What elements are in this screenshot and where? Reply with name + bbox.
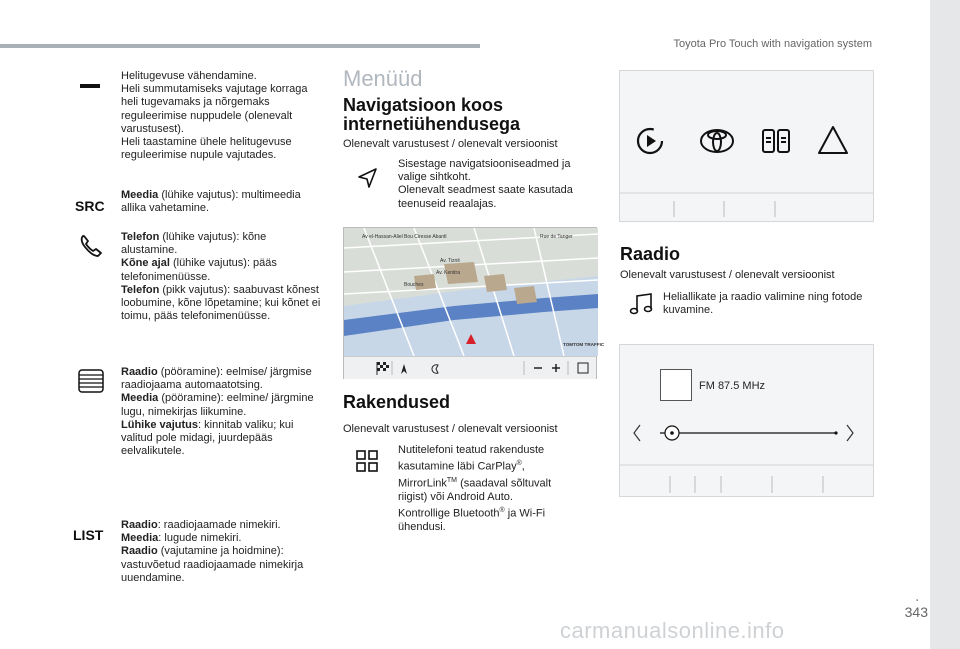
svg-text:Bou Ciresse Abantl: Bou Ciresse Abantl [404,234,447,240]
phone-icon [78,233,104,259]
phone-text: Telefon (lühike vajutus): kõne alustamine. Kõne ajal (lühike vajutus): pääs telefonimenüüsse. Telefon (pikk vajutus): saabuvast kõnest loobumine, kõne lõpetamine; kui kõnet ei toimu, pääs telefonimenüüsse. [121,231,321,323]
list-icon: LIST [73,527,104,543]
play-icon [647,135,656,147]
minus-icon [80,84,100,88]
apps-grid-icon [356,450,378,472]
svg-text:Bouches: Bouches [404,282,424,288]
toyota-logo-icon [701,130,733,152]
radio-screen [619,344,874,497]
station-frequency: FM 87.5 MHz [699,380,766,392]
svg-text:Av. Tiznit: Av. Tiznit [440,258,460,264]
navigation-map-screen [343,227,605,379]
radio-subtitle: Olenevalt varustusest / olenevalt versioonist [620,269,835,281]
navigation-arrow-icon [356,166,380,190]
nav-desc: Sisestage navigatsiooniseadmed ja valige sihtkoht. Olenevalt seadmest saate kasutada teenuseid reaalajas. [398,158,573,210]
nav-heading: Navigatsioon koos internetiühendusega [343,95,521,134]
map-toolbar [344,356,596,379]
svg-text:Av. Kenitra: Av. Kenitra [436,270,460,276]
header-rule [0,44,480,48]
page-dot: . [915,588,920,605]
menus-title: Menüüd [343,66,423,91]
src-text: Meedia (lühike vajutus): multimeedia allika vahetamine. [121,189,301,215]
scroll-wheel-icon [77,368,105,394]
phone-link-icon [763,130,789,152]
scroll-wheel-text: Raadio (pööramine): eelmise/ järgmise raadiojaama automaatotsing. Meedia (pööramine): eelmine/ järgmine lugu, nimekirjas liikumine. Lühike vajutus: kinnitab valiku; kui valitud pole midagi, juurdepääs eelvalikutele. [121,366,314,458]
apps-subtitle: Olenevalt varustusest / olenevalt versioonist [343,423,558,435]
src-icon: SRC [75,198,105,214]
svg-text:Av el-Hassan-Aliel: Av el-Hassan-Aliel [362,234,403,240]
map-brand: TOMTOM TRAFFIC [563,342,605,347]
navigation-icon [819,127,847,153]
apps-heading: Rakendused [343,392,451,412]
next-station-icon [847,425,853,441]
music-note-icon [629,292,655,316]
volume-down-text: Helitugevuse vähendamine. Heli summutamiseks vajutage korraga heli tugevamaks ja nõrgemaks reguleerimise nuppudele (olenevalt varustusest). Heli taastamine ühele helitugevuse reguleerimise nupule vajutades. [121,70,308,162]
nav-subtitle: Olenevalt varustusest / olenevalt versioonist [343,138,558,150]
home-menu-screen [619,70,874,222]
page-header-title: Toyota Pro Touch with navigation system [673,38,872,50]
radio-desc: Heliallikate ja raadio valimine ning fotode kuvamine. [663,291,863,317]
prev-station-icon [634,425,640,441]
apps-desc: Nutitelefoni teatud rakenduste kasutamine läbi CarPlay®, MirrorLink™ (saadaval sõltuvalt riigist) või Android Auto. Kontrollige Bluetooth® ja Wi-Fi ühendusi. [398,444,552,533]
radio-heading: Raadio [620,244,681,264]
list-text: Raadio: raadiojaamade nimekiri. Meedia: lugude nimekiri. Raadio (vajutamine ja hoidmine): vastuvõetud raadiojaamade nimekirja uuendamine. [121,519,304,584]
svg-text:Rue de Tanger: Rue de Tanger [540,234,573,240]
page-edge-band [930,0,960,649]
map-view [344,228,605,356]
page-number: 343 [904,604,928,620]
watermark: carmanualsonline.info [560,618,785,643]
